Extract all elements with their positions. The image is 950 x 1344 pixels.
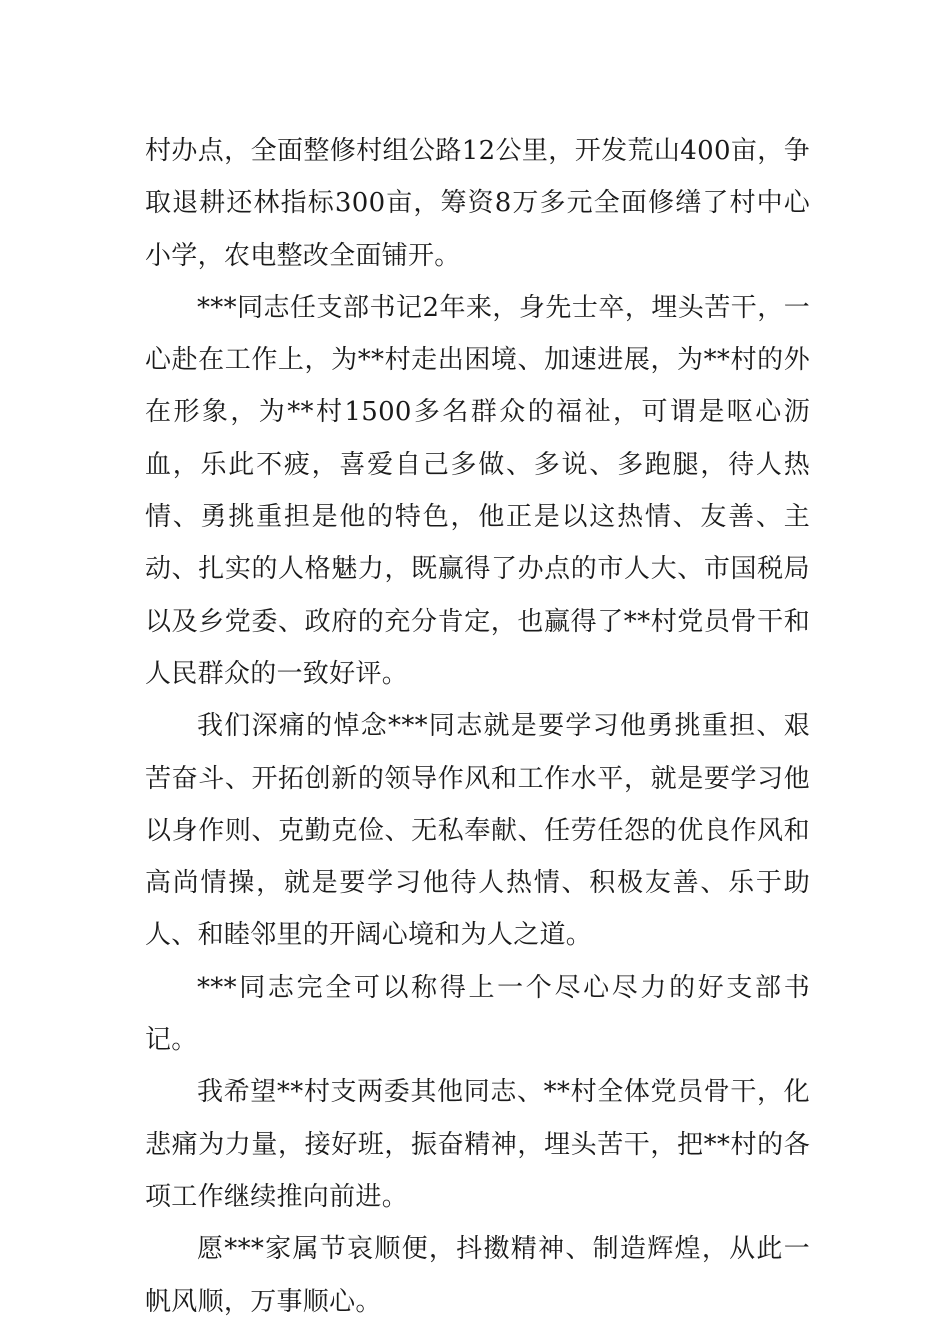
paragraph-6: 愿***家属节哀顺便，抖擞精神、制造辉煌，从此一帆风顺，万事顺心。 — [145, 1234, 810, 1317]
paragraph-5: 我希望**村支两委其他同志、**村全体党员骨干，化悲痛为力量，接好班，振奋精神，埋头苦干，把**村的各项工作继续推向前进。 — [145, 1077, 810, 1212]
document-body — [145, 125, 810, 1328]
paragraph-3: 我们深痛的悼念***同志就是要学习他勇挑重担、艰苦奋斗、开拓创新的领导作风和工作水平，就是要学习他以身作则、克勤克俭、无私奉献、任劳任怨的优良作风和高尚情操，就是要学习他待人热情、积极友善、乐于助人、和睦邻里的开阔心境和为人之道。 — [145, 711, 810, 951]
paragraph-4: ***同志完全可以称得上一个尽心尽力的好支部书记。 — [145, 972, 810, 1056]
paragraph-2: ***同志任支部书记2年来，身先士卒，埋头苦干，一心赴在工作上，为**村走出困境、加速进展，为**村的外在形象，为**村1500多名群众的福祉，可谓是呕心沥血，乐此不疲，喜爱自己多做、多说、多跑腿，待人热情、勇挑重担是他的特色，他正是以这热情、友善、主动、扎实的人格魅力，既赢得了办点的市人大、市国税局以及乡党委、政府的充分肯定，也赢得了**村党员骨干和人民群众的一致好评。 — [145, 292, 810, 689]
paragraph-1: 村办点，全面整修村组公路12公里，开发荒山400亩，争取退耕还林指标300亩，筹资8万多元全面修缮了村中心小学，农电整改全面铺开。 — [145, 136, 810, 271]
